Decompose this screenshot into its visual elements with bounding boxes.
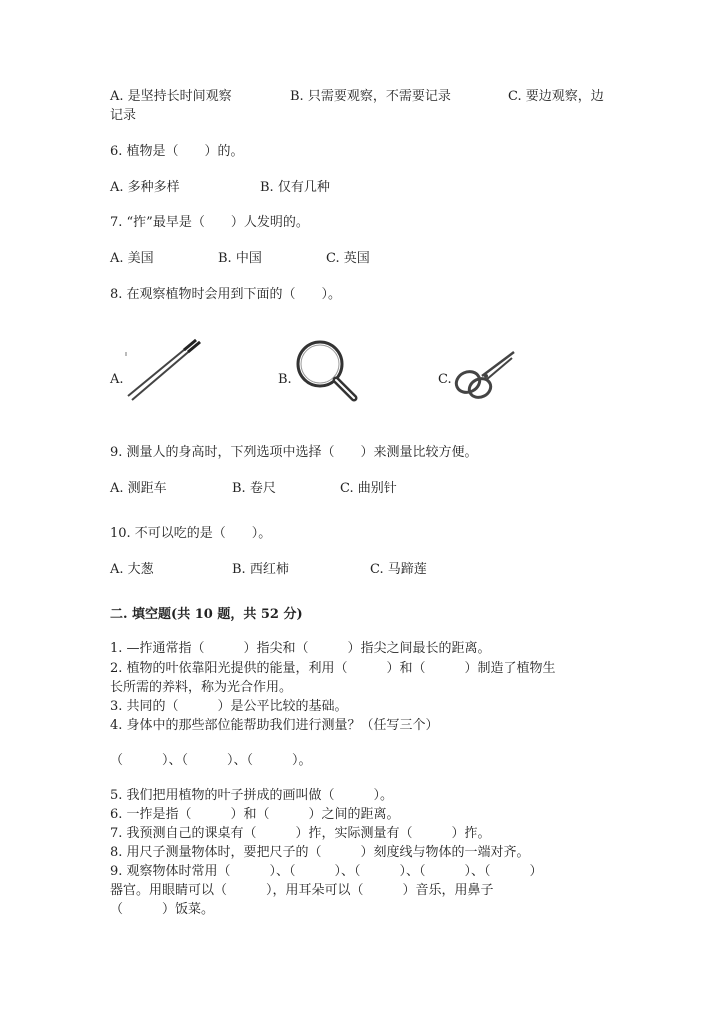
magnifying-glass-icon (292, 338, 362, 406)
q9-stem: 9. 测量人的身高时，下列选项中选择（ ）来测量比较方便。 (110, 445, 478, 460)
fill-line-9: 7. 我预测自己的课桌有（ ）拃，实际测量有（ ）拃。 (110, 826, 491, 841)
fill-line-5: 4. 身体中的那些部位能帮助我们进行测量？（任写三个） (110, 718, 439, 733)
q8-option-b: B. (278, 372, 292, 387)
q8-option-c: C. (438, 372, 452, 387)
fill-line-3: 长所需的养料，称为光合作用。 (110, 680, 293, 695)
q8-stem: 8. 在观察植物时会用到下面的（ ）。 (110, 287, 342, 302)
q9-option-a: A. 测距车 (110, 481, 167, 496)
q6-option-a: A. 多种多样 (110, 180, 180, 195)
fill-line-6: （ ）、（ ）、（ ）。 (110, 753, 312, 768)
q5-option-a: A. 是坚持长时间观察 (110, 89, 232, 104)
q9-option-b: B. 卷尺 (232, 481, 276, 496)
section-2-title: 二. 填空题(共 10 题，共 52 分) (110, 607, 303, 622)
q10-option-b: B. 西红柿 (232, 562, 289, 577)
fill-line-1: 1. —拃通常指（ ）指尖和（ ）指尖之间最长的距离。 (110, 641, 491, 656)
fill-line-8: 6. 一拃是指（ ）和（ ）之间的距离。 (110, 807, 400, 822)
q7-option-b: B. 中国 (218, 251, 262, 266)
q5-option-b: B. 只需要观察，不需要记录 (290, 89, 451, 104)
fill-line-2: 2. 植物的叶依靠阳光提供的能量，利用（ ）和（ ）制造了植物生 (110, 661, 556, 676)
q5-option-c: C. 要边观察，边 (508, 89, 604, 104)
chopsticks-icon (124, 338, 204, 404)
fill-line-11: 9. 观察物体时常用（ ）、（ ）、（ ）、（ ）、（ ） (110, 864, 543, 879)
q8-option-a: A. (110, 372, 124, 387)
q6-option-b: B. 仅有几种 (260, 180, 330, 195)
q7-option-c: C. 英国 (326, 251, 370, 266)
q6-stem: 6. 植物是（ ）的。 (110, 144, 244, 159)
fill-line-10: 8. 用尺子测量物体时，要把尺子的（ ）刻度线与物体的一端对齐。 (110, 845, 530, 860)
q7-option-a: A. 美国 (110, 251, 154, 266)
fill-line-12: 器官。用眼睛可以（ ），用耳朵可以（ ）音乐，用鼻子 (110, 883, 494, 898)
fill-line-13: （ ）饭菜。 (110, 902, 215, 917)
fill-line-7: 5. 我们把用植物的叶子拼成的画叫做（ ）。 (110, 788, 394, 803)
q10-option-c: C. 马蹄莲 (370, 562, 427, 577)
q5-option-c-continued: 记录 (110, 108, 137, 123)
q7-stem: 7. “拃”最早是（ ）人发明的。 (110, 215, 309, 230)
q10-option-a: A. 大葱 (110, 562, 154, 577)
q9-option-c: C. 曲别针 (340, 481, 397, 496)
q10-stem: 10. 不可以吃的是（ ）。 (110, 526, 272, 541)
scissors-icon (452, 348, 518, 400)
fill-line-4: 3. 共同的（ ）是公平比较的基础。 (110, 699, 348, 714)
